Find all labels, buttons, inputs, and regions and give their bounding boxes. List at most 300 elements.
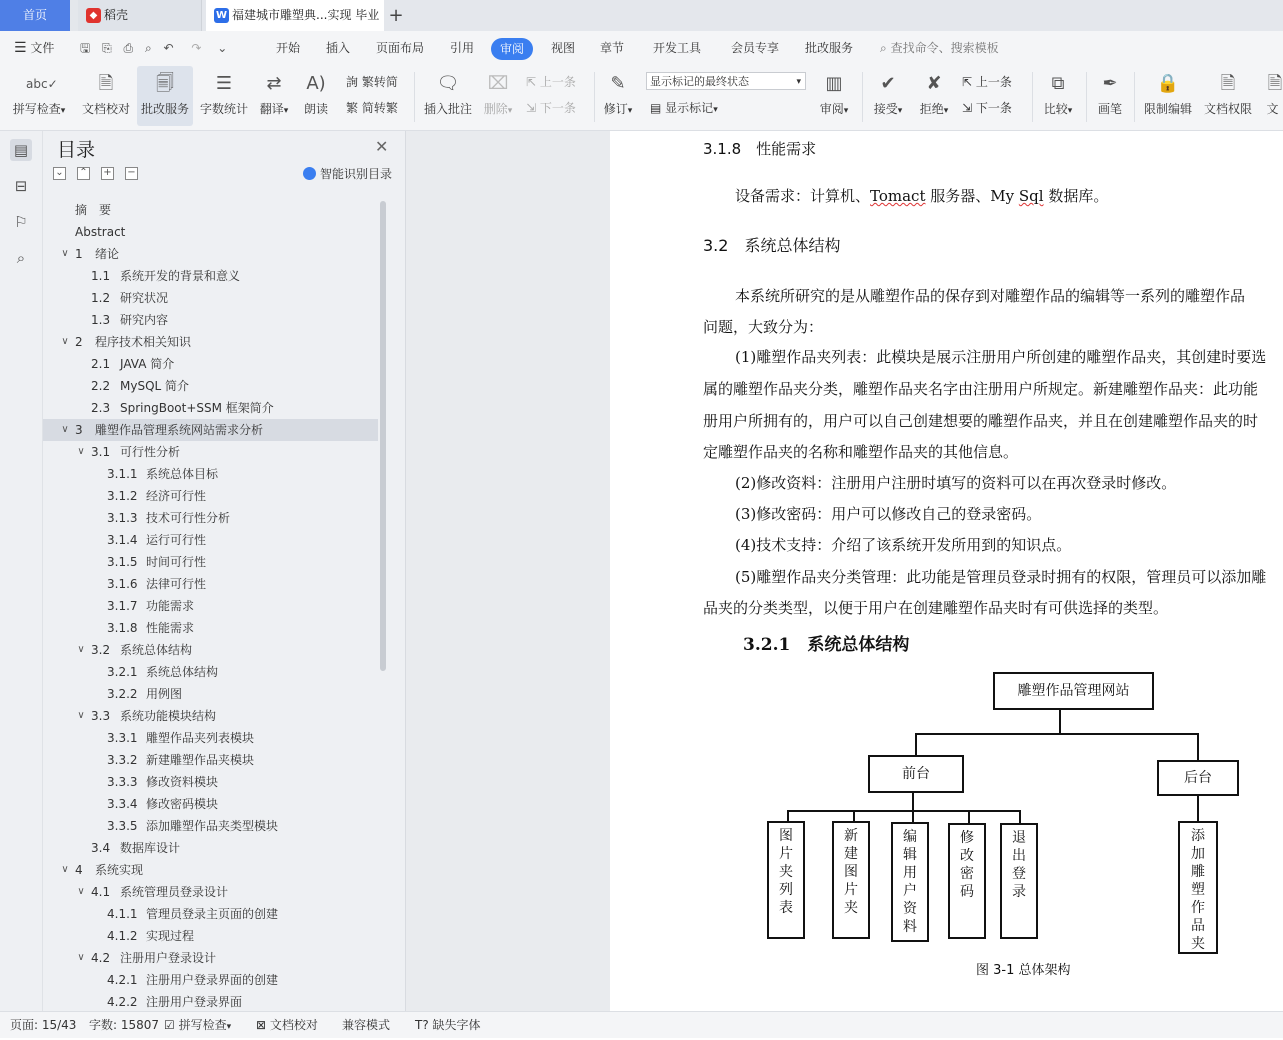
spelling-flagged-word: Tomact [870,187,926,205]
delete-comment-button[interactable]: ⌧ 删除▾ [483,73,513,116]
smart-toc-button[interactable] [303,165,392,182]
chevron-down-icon[interactable]: ∨ [77,710,85,721]
ribbon-separator [594,72,595,122]
toc-item-label: MySQL 简介 [120,379,190,393]
toc-item[interactable] [43,265,378,287]
close-icon[interactable]: ✕ [375,137,389,156]
toc-item-label: 注册用户登录界面 [146,995,243,1009]
paragraph-line: (3)修改密码：用户可以修改自己的登录密码。 [735,505,1042,523]
toc-title: 目录 [57,139,96,161]
toc-item-number: 4.1 [91,885,111,899]
toc-item[interactable] [43,683,378,705]
more-chevron-icon[interactable]: ⌄ [217,41,228,55]
toc-item[interactable] [43,529,378,551]
toc-item-number: 3.1.8 [107,621,138,635]
toc-item-number: 1.3 [91,313,111,327]
track-changes-icon: ✎ [610,73,626,94]
doc-permission-button[interactable] [1200,66,1256,126]
toc-item-number: 1.2 [91,291,111,305]
file-menu-label: 文件 [30,41,55,55]
quick-access-toolbar [80,31,227,66]
translate-label: 翻译 [259,102,284,116]
toc-item-number: 3.1.6 [107,577,138,591]
next-comment-icon: ⇲ [526,101,537,115]
find-icon[interactable]: ⌕ [16,249,26,267]
toc-item-label: 时间可行性 [146,555,207,569]
toc-item[interactable] [43,617,378,639]
command-search-placeholder: 查找命令、搜索模板 [890,41,999,55]
missing-font-label: 缺失字体 [432,1018,481,1032]
menu-member[interactable]: 会员专享 [731,41,780,55]
show-markup-icon: ▤ [650,101,662,115]
connector-line [1059,710,1061,734]
doc-permission-icon: 🗎 [1220,73,1236,94]
lock-document-icon: 🔒 [1156,73,1180,94]
show-markup-button[interactable]: ▤ 显示标记▾ [650,101,718,115]
toc-item-label: JAVA 简介 [120,357,175,371]
tab-daoke-label: 稻壳 [104,8,129,22]
menu-developer[interactable]: 开发工具 [653,41,702,55]
toc-item-label: 技术可行性分析 [146,511,231,525]
toc-panel [43,131,406,1011]
toc-item-number: 1.1 [91,269,111,283]
ribbon-separator [862,72,863,122]
delete-comment-label: 删除 [483,102,508,116]
undo-icon[interactable]: ↶ [163,41,174,55]
toc-item[interactable] [43,309,378,331]
toc-item[interactable] [43,903,378,925]
insert-comment-button[interactable] [420,66,476,126]
toc-item-number: 3.1.7 [107,599,138,613]
search-icon: ⌕ [880,41,887,55]
smart-toc-icon [303,167,316,180]
chapter-nav-icon[interactable]: ⊟ [14,177,28,195]
figure-caption: 图 3-1 总体架构 [976,963,1071,978]
toc-item-label: 系统总体结构 [146,665,219,679]
connector-line [915,733,917,756]
toc-item-number: 3.3.4 [107,797,138,811]
toc-item-number: 4 [75,863,83,877]
expand-up-icon[interactable]: ⌃ [77,167,90,180]
toc-item[interactable] [43,375,378,397]
paragraph-line: (5)雕塑作品夹分类管理：此功能是管理员登录时拥有的权限，管理员可以添加雕 [735,568,1267,586]
toc-item[interactable] [43,815,378,837]
diagram-child-node: 退 出 登 录 [1000,823,1038,939]
toc-item-label: 可行性分析 [120,445,181,459]
daoke-icon: ◆ [86,8,101,23]
toc-item-number: 3.1.3 [107,511,138,525]
spellcheck-status[interactable]: ☑ 拼写检查▾ [164,1018,232,1032]
toc-item-number: 3 [75,423,83,437]
prev-comment-label: 上一条 [539,75,576,89]
word-count-icon: ☰ [215,73,233,94]
translate-icon: ⇄ [266,73,282,94]
ink-button[interactable] [1092,66,1128,126]
menu-page-layout[interactable]: 页面布局 [376,41,425,55]
toc-item-number: 3.2.2 [107,687,138,701]
toc-item[interactable] [43,925,378,947]
spellcheck-status-label: 拼写检查 [178,1018,227,1032]
review-pane-label: 审阅 [819,102,844,116]
print-preview-icon[interactable]: ⌕ [144,41,152,55]
toc-item[interactable] [43,837,378,859]
toc-item-label: SpringBoot+SSM 框架简介 [120,401,274,415]
reject-icon: ✘ [926,73,942,94]
toc-item-label: 雕塑作品管理系统网站需求分析 [95,423,264,437]
text-fragment: 服务器、My [925,187,1019,205]
delete-comment-icon: ⌧ [487,73,509,94]
accept-label: 接受 [873,102,898,116]
toc-item-number: 3.1.4 [107,533,138,547]
chevron-down-icon[interactable]: ∨ [61,424,69,435]
diagram-child-node: 新 建 图 片 夹 [832,821,870,939]
toc-item[interactable] [43,397,378,419]
toc-item-label: 注册用户登录界面的创建 [146,973,279,987]
toc-item-label: 雕塑作品夹列表模块 [146,731,255,745]
toc-item[interactable] [43,793,378,815]
save-icon[interactable]: 🖫 [80,41,91,55]
menu-start[interactable]: 开始 [276,41,301,55]
connector-line [1019,810,1021,824]
command-search[interactable] [880,31,999,66]
print-icon[interactable]: ⎙ [123,41,134,55]
toc-item-number: 1 [75,247,83,261]
toc-item[interactable] [43,221,378,243]
toc-item[interactable] [43,419,378,441]
restrict-edit-label: 限制编辑 [1143,102,1192,116]
bookmark-icon[interactable]: ⚐ [14,213,28,231]
menu-section[interactable]: 章节 [600,41,625,55]
toc-item-label: 系统总体结构 [120,643,193,657]
read-aloud-button[interactable] [298,66,334,126]
reject-label: 拒绝 [919,102,944,116]
add-heading-icon[interactable]: + [101,167,114,180]
document-page[interactable] [610,131,1283,1011]
toc-item[interactable] [43,199,378,221]
toc-item-label: 功能需求 [146,599,195,613]
word-count-indicator[interactable]: 字数: 15807 [89,1018,160,1032]
toc-item[interactable] [43,551,378,573]
compare-button[interactable]: ⧉ 比较▾ [1043,73,1073,116]
toc-item-label: Abstract [75,225,126,239]
chevron-down-icon[interactable]: ∨ [77,952,85,963]
toc-item-number: 4.2.1 [107,973,138,987]
diagram-child-node: 图 片 夹 列 表 [767,821,805,939]
status-bar [0,1011,1283,1038]
toc-item-number: 3.1.1 [107,467,138,481]
toc-item-number: 3.2 [91,643,111,657]
markup-state-select[interactable] [646,72,806,90]
tab-bar [0,0,1283,32]
toc-item-label: 数据库设计 [120,841,181,855]
prev-change-icon: ⇱ [962,75,973,89]
toc-item-label: 摘 要 [75,203,112,217]
hamburger-icon: ☰ [14,40,27,56]
paragraph-line: 册用户所拥有的，用户可以自己创建想要的雕塑作品夹，并且在创建雕塑作品夹的时 [703,412,1259,430]
toc-item-label: 修改资料模块 [146,775,219,789]
text-fragment: 设备需求：计算机、 [735,187,871,205]
toc-item[interactable] [43,507,378,529]
toc-item-number: 4.2 [91,951,111,965]
add-comment-icon: 🗨 [436,73,460,94]
toc-item-label: 绪论 [95,247,120,261]
paragraph-equipment [735,185,1108,206]
tab-home[interactable]: 首页 [0,0,70,31]
markup-state-value: 显示标记的最终状态 [650,75,749,88]
toc-item[interactable] [43,991,378,1013]
toc-item-label: 研究内容 [120,313,169,327]
connector-line [968,810,970,824]
left-rail [0,131,43,1011]
review-pane-icon: ▥ [825,73,843,94]
toc-item-label: 实现过程 [146,929,195,943]
file-menu[interactable] [14,31,54,66]
toc-item-number: 3.1.2 [107,489,138,503]
toc-item[interactable] [43,947,378,969]
text-fragment: 数据库。 [1043,187,1109,205]
chevron-down-icon[interactable]: ∨ [61,864,69,875]
spellcheck-icon: abc✓ [26,77,58,91]
toc-item-label: 系统总体目标 [146,467,219,481]
tab-document-label: 福建城市雕塑典...实现 毕业 [232,8,380,22]
diagram-child-node: 添 加 雕 塑 作 品 夹 [1178,821,1218,954]
doc-proof-icon: 🗎 [98,73,114,94]
toc-item-label: 运行可行性 [146,533,207,547]
toc-item-number: 4.2.2 [107,995,138,1009]
toc-item-number: 2.2 [91,379,111,393]
track-changes-label: 修订 [603,102,628,116]
doc-more-icon: 🗎 [1267,73,1283,94]
doc-more-label: 文 [1266,102,1279,116]
smart-toc-label: 智能识别目录 [320,167,393,181]
prev-comment-button[interactable] [526,72,576,92]
toc-item[interactable] [43,485,378,507]
page-indicator[interactable]: 页面: 15/43 [10,1018,77,1032]
menu-references[interactable]: 引用 [450,41,475,55]
paragraph-line: 属的雕塑作品夹分类，雕塑作品夹名字由注册用户所规定。新建雕塑作品夹：此功能 [703,380,1259,398]
review-pane-button[interactable]: ▥ 审阅▾ [819,73,849,116]
trad-to-simp-icon: 詢 [346,75,359,89]
toc-item[interactable] [43,639,378,661]
reject-button[interactable]: ✘ 拒绝▾ [919,73,949,116]
restrict-edit-button[interactable] [1140,66,1196,126]
accept-button[interactable]: ✔ 接受▾ [873,73,903,116]
paragraph-line: 定雕塑作品夹的名称和雕塑作品夹的其他信息。 [703,443,1019,461]
next-change-button[interactable] [962,98,1012,118]
toc-item[interactable] [43,859,378,881]
menu-bar [0,31,1283,66]
chevron-down-icon[interactable]: ∨ [61,248,69,259]
toc-item-number: 3.3.5 [107,819,138,833]
next-change-icon: ⇲ [962,101,973,115]
read-aloud-label: 朗读 [303,102,328,116]
read-aloud-icon: A) [306,73,326,94]
toc-item[interactable] [43,287,378,309]
export-pdf-icon[interactable]: ⎘ [102,41,112,55]
toc-item-label: 新建雕塑作品夹模块 [146,753,255,767]
toc-item[interactable] [43,331,378,353]
ribbon-separator [1032,72,1033,122]
simp-to-trad-label: 简转繁 [361,101,398,115]
toc-item-number: 4.1.2 [107,929,138,943]
toc-item[interactable] [43,727,378,749]
trad-to-simp-label: 繁转简 [361,75,398,89]
redo-icon[interactable]: ↷ [191,41,202,55]
proof-icon: ⊠ [256,1018,267,1032]
compat-mode-indicator: 兼容模式 [342,1018,391,1032]
toc-item[interactable] [43,243,378,265]
paragraph-line: (4)技术支持：介绍了该系统开发所用到的知识点。 [735,536,1072,554]
paragraph-line: (2)修改资料：注册用户注册时填写的资料可以在再次登录时修改。 [735,474,1177,492]
toc-item-label: 研究状况 [120,291,169,305]
compare-label: 比较 [1043,102,1068,116]
toc-item[interactable] [43,749,378,771]
pen-icon: ✒ [1102,73,1118,94]
paragraph-line: 品夹的分类类型，以便于用户在创建雕塑作品夹时有可供选择的类型。 [703,599,1169,617]
translate-button[interactable]: ⇄ 翻译▾ [259,73,289,116]
toc-item-label: 程序技术相关知识 [95,335,192,349]
heading-3-2-1: 3.2.1 系统总体结构 [743,635,910,655]
connector-line [1197,733,1199,761]
doc-permission-label: 文档权限 [1203,102,1252,116]
word-doc-icon: W [215,10,228,21]
remove-heading-icon[interactable]: − [125,167,138,180]
toc-item-number: 2 [75,335,83,349]
connector-line [787,810,1021,812]
toc-item-label: 法律可行性 [146,577,207,591]
diagram-root-node: 雕塑作品管理网站 [993,672,1154,710]
heading-3-2: 3.2 系统总体结构 [703,236,841,255]
toc-item-number: 3.1.5 [107,555,138,569]
ribbon-separator [414,72,415,122]
word-count-label: 字数统计 [199,102,248,116]
trad-to-simp-button[interactable] [346,72,398,92]
toc-item[interactable] [43,661,378,683]
ribbon-separator [1134,72,1135,122]
connector-line [915,733,1199,735]
dropdown-arrow-icon: ▾ [796,77,801,87]
connector-line [912,793,914,811]
chevron-down-icon[interactable]: ∨ [77,446,85,457]
menu-review[interactable]: 审阅 [491,38,533,60]
chevron-down-icon[interactable]: ∨ [77,886,85,897]
checkbox-checked-icon: ☑ [164,1018,175,1032]
toc-item-label: 系统实现 [95,863,144,877]
ink-label: 画笔 [1097,102,1122,116]
toc-item[interactable] [43,705,378,727]
doc-more-button[interactable] [1262,66,1283,126]
simp-to-trad-button[interactable] [346,98,398,118]
next-comment-button[interactable] [526,98,576,118]
diagram-child-node: 编 辑 用 户 资 料 [891,822,929,942]
paragraph-line: 问题，大致分为： [703,318,824,336]
diagram-child-node: 修 改 密 码 [948,823,986,939]
toc-item-number: 3.1 [91,445,111,459]
toc-item-number: 4.1.1 [107,907,138,921]
toc-item[interactable] [43,595,378,617]
menu-insert[interactable]: 插入 [326,41,351,55]
toc-item[interactable] [43,771,378,793]
toc-item-number: 3.3.1 [107,731,138,745]
new-tab-plus-icon[interactable]: + [388,5,404,26]
toc-item-label: 系统开发的背景和意义 [120,269,241,283]
spelling-flagged-word: Sql [1018,187,1044,205]
toc-item-number: 3.3.3 [107,775,138,789]
toc-item-label: 管理员登录主页面的创建 [146,907,279,921]
next-change-label: 下一条 [975,101,1012,115]
doc-proof-button[interactable] [78,66,134,126]
diagram-back-node: 后台 [1157,760,1239,796]
toc-item-label: 修改密码模块 [146,797,219,811]
toc-scrollbar[interactable] [380,201,386,671]
heading-3-1-8: 3.1.8 性能需求 [703,140,817,158]
toc-item-label: 系统管理员登录设计 [120,885,229,899]
menu-view[interactable]: 视图 [551,41,576,55]
toc-item[interactable] [43,463,378,485]
doc-proof-status[interactable] [256,1012,318,1038]
paragraph-line: 本系统所研究的是从雕塑作品的保存到对雕塑作品的编辑等一系列的雕塑作品 [735,287,1246,305]
tab-document[interactable] [206,0,384,31]
simp-to-trad-icon: 繁 [346,101,359,115]
toc-item[interactable] [43,441,378,463]
toc-item-number: 3.3 [91,709,111,723]
toc-item-label: 经济可行性 [146,489,207,503]
paragraph-line: (1)雕塑作品夹列表：此模块是展示注册用户所创建的雕塑作品夹，其创建时要选 [735,348,1267,366]
toc-item[interactable] [43,353,378,375]
word-count-button[interactable] [196,66,252,126]
collapse-all-icon[interactable]: ⌄ [53,167,66,180]
doc-proof-status-label: 文档校对 [269,1018,318,1032]
toc-item-number: 3.2.1 [107,665,138,679]
toc-panel-icon[interactable]: ▤ [10,139,32,161]
toc-item-label: 用例图 [146,687,183,701]
track-changes-button[interactable]: ✎ 修订▾ [603,73,633,116]
next-comment-label: 下一条 [539,101,576,115]
accept-icon: ✔ [880,73,896,94]
connector-line [912,810,914,822]
menu-correction[interactable]: 批改服务 [805,41,854,55]
toc-item-label: 添加雕塑作品夹类型模块 [146,819,279,833]
toc-item-number: 3.4 [91,841,111,855]
toc-item-label: 系统功能模块结构 [120,709,217,723]
compare-icon: ⧉ [1051,73,1065,94]
toc-item[interactable] [43,969,378,991]
missing-font-icon: T? [415,1018,429,1032]
toc-item-label: 注册用户登录设计 [120,951,217,965]
toc-item-number: 2.3 [91,401,111,415]
spellcheck-button[interactable]: abc✓ 拼写检查▾ [8,66,70,126]
missing-font-indicator[interactable] [415,1012,481,1038]
toc-item-number: 3.3.2 [107,753,138,767]
toc-item-label: 性能需求 [146,621,195,635]
diagram-front-node: 前台 [868,755,964,793]
prev-comment-icon: ⇱ [526,75,537,89]
connector-line [1197,796,1199,822]
insert-comment-label: 插入批注 [423,102,472,116]
correction-service-button[interactable] [137,66,193,126]
chevron-down-icon[interactable]: ∨ [77,644,85,655]
prev-change-button[interactable] [962,72,1012,92]
toc-item[interactable] [43,573,378,595]
correction-service-label: 批改服务 [140,102,189,116]
doc-proof-label: 文档校对 [81,102,130,116]
tab-daoke[interactable] [78,0,202,31]
ribbon-separator [1086,72,1087,122]
toc-item[interactable] [43,881,378,903]
correction-service-icon: 🗐 [156,73,174,94]
chevron-down-icon[interactable]: ∨ [61,336,69,347]
prev-change-label: 上一条 [975,75,1012,89]
